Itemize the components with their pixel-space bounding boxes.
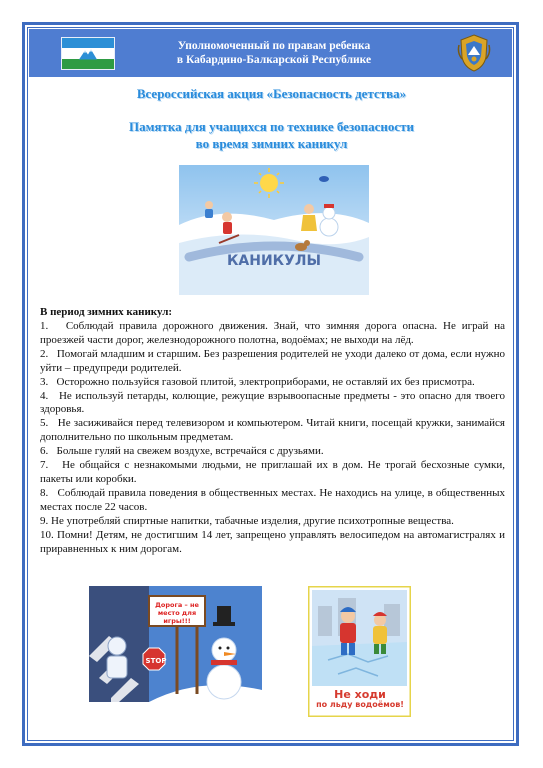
- rule-item: 2. Помогай младшим и старшим. Без разрешения родителей не уходи далеко от дома, если нужно уйти – предупреди родителей.: [40, 347, 505, 374]
- memo-title-line1: Памятка для учащихся по технике безопасности: [128, 119, 414, 134]
- campaign-title: Всероссийская акция «Безопасность детства»: [136, 86, 407, 101]
- rule-item: 10. Помни! Детям, не достигшим 14 лет, запрещено управлять велосипедом на автомагистралях и приравненных к ним дорогам.: [40, 528, 505, 555]
- rule-item: 1. Соблюдай правила дорожного движения. Знай, что зимняя дорога опасна. Не играй на проезжей части дорог, железнодорожного полотна, водоёмах; не выходи на лёд.: [40, 320, 505, 346]
- rule-item: 3. Осторожно пользуйся газовой плитой, электроприборами, не оставляй их без присмотра.: [40, 375, 475, 388]
- winter-holidays-illustration: [179, 165, 369, 295]
- rule-item: 7. Не общайся с незнакомыми людьми, не приглашай их в дом. Не трогай бесхозные сумки, пакеты или коробки.: [40, 459, 505, 485]
- rule-item: 8. Соблюдай правила поведения в общественных местах. Не находись на улице, в общественных местах после 22 часов.: [40, 486, 505, 513]
- section-title: В период зимних каникул:: [40, 306, 173, 318]
- kanikuly-text: КАНИКУЛЫ: [226, 253, 322, 269]
- header-title: [159, 39, 389, 67]
- road-sign-text: Дорога – не место для игры!!!: [155, 601, 199, 625]
- ice-caption-line1: Не ходи: [334, 688, 386, 701]
- ice-caption-line2: по льду водоёмов!: [316, 700, 404, 709]
- memo-title-line2: во время зимних каникул: [195, 136, 348, 151]
- ice-warning-caption: [312, 690, 408, 710]
- header-title-line2: в Кабардино-Балкарской Республике: [176, 54, 372, 66]
- memo-title: [0, 118, 543, 152]
- rule-item: 4. Не используй петарды, колющие, режущие взрывоопасные предметы - это опасно для твоего здоровья.: [40, 389, 505, 416]
- kbr-flag-icon: [61, 37, 115, 70]
- rule-item: 9. Не употребляй спиртные напитки, табачные изделия, другие психотропные вещества.: [40, 514, 454, 527]
- bird: [319, 176, 329, 182]
- robot-figure: [107, 637, 127, 678]
- child-sledder: [205, 201, 213, 218]
- rule-item: 5. Не засиживайся перед телевизором и компьютером. Читай книги, посещай кружки, занимайся дополнительно по школьным предметам.: [40, 417, 505, 444]
- coat-of-arms-icon: [457, 33, 491, 73]
- rules-list: [40, 320, 505, 556]
- rule-item: 6. Больше гуляй на свежем воздухе, встречайся с друзьями.: [40, 445, 324, 458]
- header-banner: [29, 29, 512, 77]
- stop-sign-text: STOP: [145, 657, 167, 665]
- header-title-line1: Уполномоченный по правам ребенка: [177, 40, 371, 52]
